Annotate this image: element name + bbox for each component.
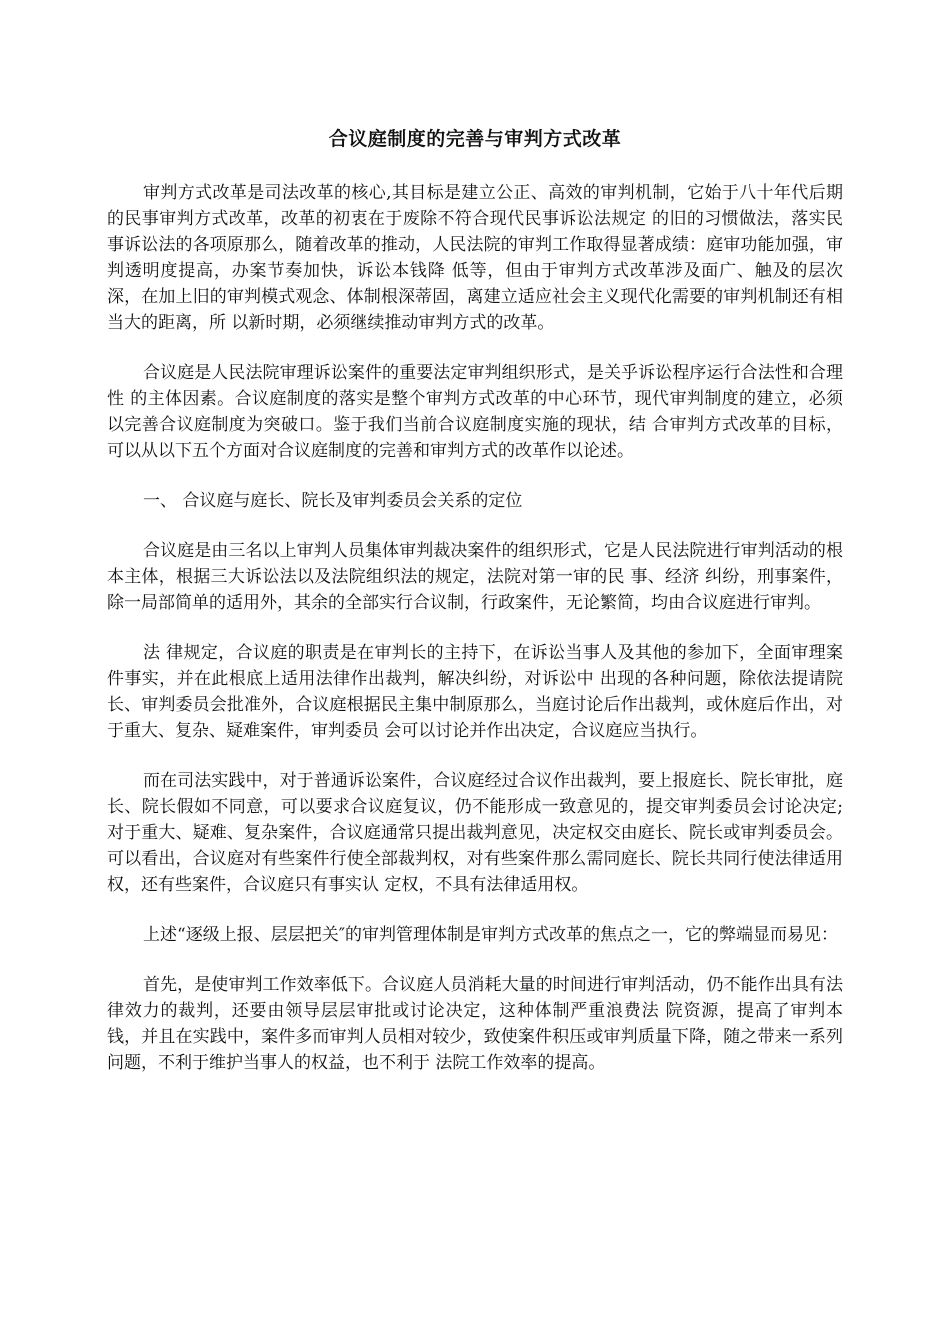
- paragraph-first-drawback: 首先，是使审判工作效率低下。合议庭人员消耗大量的时间进行审判活动，仍不能作出具有法律效力的裁判，还要由领导层层审批或讨论决定，这种体制严重浪费法 院资源，提高了审判本钱，并且在实践中，案件多而审判人员相对较少，致使案件积压或审判质量下降，随之带来一系列问题，不利于维护当事人的权益，也不利于 法院工作效率的提高。: [107, 975, 843, 1073]
- paragraph-judicial-practice: 而在司法实践中，对于普通诉讼案件，合议庭经过合议作出裁判，要上报庭长、院长审批，庭 长、院长假如不同意，可以要求合议庭复议，仍不能形成一致意见的，提交审判委员会讨论决定;对于重大、疑难、复杂案件，合议庭通常只提出裁判意见，决定权交由庭长、院长或审判委员会。可以看出，合议庭对有些案件行使全部裁判权，对有些案件那么需同庭长、院长共同行使法律适用权，还有些案件，合议庭只有事实认 定权，不具有法律适用权。: [107, 771, 843, 895]
- section-heading-1: 一、 合议庭与庭长、院长及审判委员会关系的定位: [143, 491, 523, 511]
- paragraph-drawbacks-intro: 上述“逐级上报、层层把关″的审判管理体制是审判方式改革的焦点之一，它的弊端显而易见：: [143, 925, 839, 945]
- paragraph-panel-definition: 合议庭是由三名以上审判人员集体审判裁决案件的组织形式，它是人民法院进行审判活动的根本主体，根据三大诉讼法以及法院组织法的规定，法院对第一审的民 事、经济 纠纷，刑事案件，除一局部简单的适用外，其余的全部实行合议制，行政案件，无论繁简，均由合议庭进行审判。: [107, 541, 843, 613]
- document-title: 合议庭制度的完善与审判方式改革: [328, 128, 622, 150]
- paragraph-intro: 审判方式改革是司法改革的核心,其目标是建立公正、高效的审判机制，它始于八十年代后期的民事审判方式改革，改革的初衷在于废除不符合现代民事诉讼法规定 的旧的习惯做法，落实民事诉讼法的各项原那么，随着改革的推动，人民法院的审判工作取得显著成绩：庭审功能加强，审判透明度提高，办案节奏加快，诉讼本钱降 低等，但由于审判方式改革涉及面广、触及的层次深，在加上旧的审判模式观念、体制根深蒂固，离建立适应社会主义现代化需要的审判机制还有相当大的距离，所 以新时期，必须继续推动审判方式的改革。: [107, 183, 843, 333]
- paragraph-panel-duties: 法 律规定，合议庭的职责是在审判长的主持下，在诉讼当事人及其他的参加下，全面审理案件事实，并在此根底上适用法律作出裁判，解决纠纷，对诉讼中 出现的各种问题，除依法提请院长、审判委员会批准外，合议庭根据民主集中制原那么，当庭讨论后作出裁判，或休庭后作出，对于重大、复杂、疑难案件，审判委员 会可以讨论并作出决定，合议庭应当执行。: [107, 643, 843, 741]
- document-body: [107, 180, 843, 1100]
- paragraph-collegiate-panel: 合议庭是人民法院审理诉讼案件的重要法定审判组织形式，是关乎诉讼程序运行合法性和合理性 的主体因素。合议庭制度的落实是整个审判方式改革的中心环节，现代审判制度的建立，必须以完善合议庭制度为突破口。鉴于我们当前合议庭制度实施的现状，结 合审判方式改革的目标，可以从以下五个方面对合议庭制度的完善和审判方式的改革作以论述。: [107, 363, 843, 461]
